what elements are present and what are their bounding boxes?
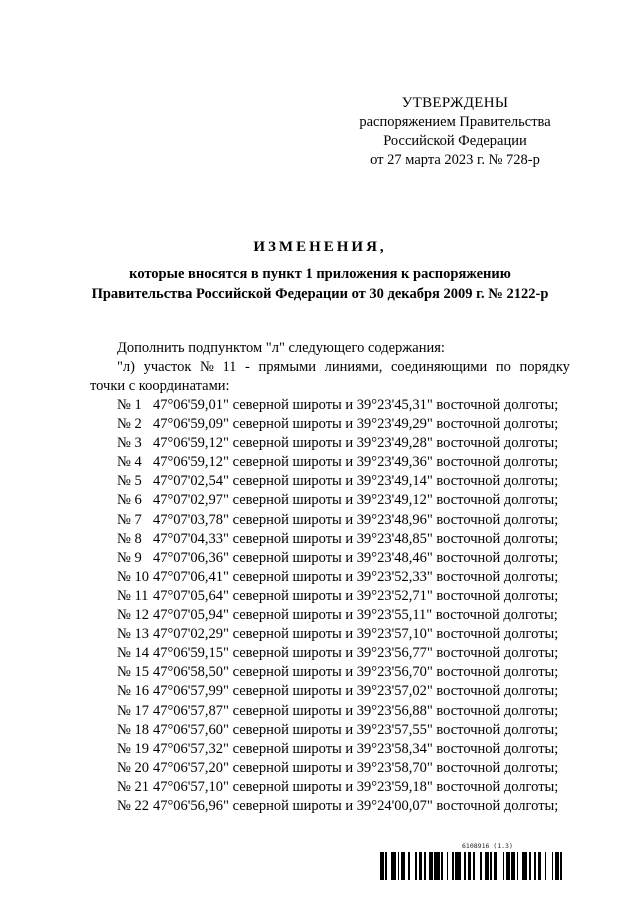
point-coordinates: 47°06'57,87" северной широты и 39°23'56,88" восточной долготы; bbox=[153, 702, 559, 719]
barcode-icon bbox=[380, 852, 566, 880]
point-number: № 16 bbox=[117, 683, 149, 700]
document-title: ИЗМЕНЕНИЯ, bbox=[253, 239, 387, 255]
barcode-bar bbox=[562, 852, 566, 880]
coordinate-point bbox=[90, 682, 570, 701]
approval-line: Российской Федерации bbox=[383, 133, 527, 149]
point-number: № 11 bbox=[117, 587, 149, 604]
point-number: № 7 bbox=[117, 511, 142, 528]
point-number: № 2 bbox=[117, 416, 142, 433]
point-number: № 17 bbox=[117, 702, 149, 719]
paragraph-word: порядку bbox=[519, 359, 570, 375]
point-coordinates: 47°06'57,20" северной широты и 39°23'58,70" восточной долготы; bbox=[153, 759, 559, 776]
point-coordinates: 47°06'56,96" северной широты и 39°24'00,07" восточной долготы; bbox=[153, 797, 559, 814]
point-coordinates: 47°07'02,97" северной широты и 39°23'49,12" восточной долготы; bbox=[153, 492, 559, 509]
coordinate-point bbox=[90, 511, 570, 530]
point-coordinates: 47°06'58,50" северной широты и 39°23'56,70" восточной долготы; bbox=[153, 664, 559, 681]
coordinate-point bbox=[90, 415, 570, 434]
coordinate-point bbox=[90, 702, 570, 721]
coordinate-point bbox=[90, 663, 570, 682]
paragraph-second-line: точки с координатами: bbox=[90, 378, 230, 394]
point-coordinates: 47°06'59,01" северной широты и 39°23'45,31" восточной долготы; bbox=[153, 397, 559, 413]
paragraph-word: соединяющими bbox=[390, 359, 488, 375]
point-coordinates: 47°07'06,41" северной широты и 39°23'52,33" восточной долготы; bbox=[153, 568, 559, 585]
subtitle-line: Правительства Российской Федерации от 30 декабря 2009 г. № 2122-р bbox=[91, 286, 549, 302]
coordinate-point bbox=[90, 453, 570, 472]
approval-block bbox=[340, 94, 570, 170]
point-coordinates: 47°07'02,54" северной широты и 39°23'49,14" восточной долготы; bbox=[153, 473, 559, 490]
point-number: № 12 bbox=[117, 607, 149, 624]
point-coordinates: 47°07'02,29" северной широты и 39°23'57,10" восточной долготы; bbox=[153, 626, 559, 643]
intro-text: Дополнить подпунктом "л" следующего содержания: bbox=[117, 340, 445, 356]
point-number: № 18 bbox=[117, 721, 149, 738]
coordinate-point bbox=[90, 434, 570, 453]
coordinate-point bbox=[90, 568, 570, 587]
coordinate-point bbox=[90, 587, 570, 606]
paragraph-word: - bbox=[245, 359, 250, 375]
barcode-code: 6108916 (1.3) bbox=[462, 842, 513, 850]
paragraph-word: линиями, bbox=[324, 359, 383, 375]
paragraph-first-line bbox=[90, 358, 570, 377]
point-coordinates: 47°06'59,12" северной широты и 39°23'49,36" восточной долготы; bbox=[153, 454, 559, 471]
subtitle-line: которые вносятся в пункт 1 приложения к распоряжению bbox=[129, 266, 511, 282]
approval-line: распоряжением Правительства bbox=[359, 114, 551, 130]
point-number: № 1 bbox=[117, 397, 142, 413]
coordinate-point bbox=[90, 491, 570, 510]
paragraph-word: 11 bbox=[222, 359, 237, 375]
point-coordinates: 47°06'57,32" северной широты и 39°23'58,34" восточной долготы; bbox=[153, 740, 559, 757]
barcode-block bbox=[380, 842, 566, 882]
point-number: № 14 bbox=[117, 645, 149, 662]
coordinate-point bbox=[90, 530, 570, 549]
coordinate-point bbox=[90, 606, 570, 625]
paragraph-word: "л) bbox=[117, 359, 135, 375]
paragraph-word: по bbox=[495, 359, 511, 375]
point-number: № 8 bbox=[117, 530, 142, 547]
document-subtitle bbox=[40, 264, 600, 304]
point-coordinates: 47°06'57,60" северной широты и 39°23'57,55" восточной долготы; bbox=[153, 721, 559, 738]
approval-date: от 27 марта 2023 г. № 728-р bbox=[370, 152, 540, 168]
paragraph-word: прямыми bbox=[258, 359, 317, 375]
point-number: № 6 bbox=[117, 492, 142, 509]
point-coordinates: 47°07'04,33" северной широты и 39°23'48,85" восточной долготы; bbox=[153, 530, 559, 547]
point-coordinates: 47°07'05,64" северной широты и 39°23'52,71" восточной долготы; bbox=[153, 587, 559, 604]
paragraph-l bbox=[90, 358, 570, 396]
point-number: № 21 bbox=[117, 778, 149, 795]
point-number: № 19 bbox=[117, 740, 149, 757]
paragraph-word: участок bbox=[143, 359, 192, 375]
point-number: № 20 bbox=[117, 759, 149, 776]
coordinate-point bbox=[90, 644, 570, 663]
coordinate-point bbox=[90, 797, 570, 816]
point-number: № 10 bbox=[117, 568, 149, 585]
coordinate-point bbox=[90, 549, 570, 568]
point-number: № 3 bbox=[117, 435, 142, 452]
point-coordinates: 47°06'59,12" северной широты и 39°23'49,28" восточной долготы; bbox=[153, 435, 559, 452]
point-coordinates: 47°07'06,36" северной широты и 39°23'48,46" восточной долготы; bbox=[153, 549, 559, 566]
point-coordinates: 47°07'03,78" северной широты и 39°23'48,96" восточной долготы; bbox=[153, 511, 559, 528]
coordinate-point bbox=[90, 721, 570, 740]
point-coordinates: 47°06'59,09" северной широты и 39°23'49,29" восточной долготы; bbox=[153, 416, 559, 433]
point-number: № 5 bbox=[117, 473, 142, 490]
point-number: № 9 bbox=[117, 549, 142, 566]
coordinate-point bbox=[90, 778, 570, 797]
point-coordinates: 47°06'59,15" северной широты и 39°23'56,77" восточной долготы; bbox=[153, 645, 559, 662]
coordinate-list bbox=[90, 396, 570, 816]
point-number: № 15 bbox=[117, 664, 149, 681]
approval-heading: УТВЕРЖДЕНЫ bbox=[401, 95, 509, 111]
point-number: № 4 bbox=[117, 454, 142, 471]
coordinate-point bbox=[90, 625, 570, 644]
point-number: № 13 bbox=[117, 626, 149, 643]
point-coordinates: 47°06'57,10" северной широты и 39°23'59,18" восточной долготы; bbox=[153, 778, 559, 795]
paragraph-word: № bbox=[200, 359, 214, 375]
point-coordinates: 47°07'05,94" северной широты и 39°23'55,11" восточной долготы; bbox=[153, 607, 558, 624]
coordinate-point bbox=[90, 740, 570, 759]
coordinate-point bbox=[90, 759, 570, 778]
coordinate-point bbox=[90, 472, 570, 491]
point-number: № 22 bbox=[117, 797, 149, 814]
coordinate-point bbox=[90, 396, 570, 415]
point-coordinates: 47°06'57,99" северной широты и 39°23'57,02" восточной долготы; bbox=[153, 683, 559, 700]
